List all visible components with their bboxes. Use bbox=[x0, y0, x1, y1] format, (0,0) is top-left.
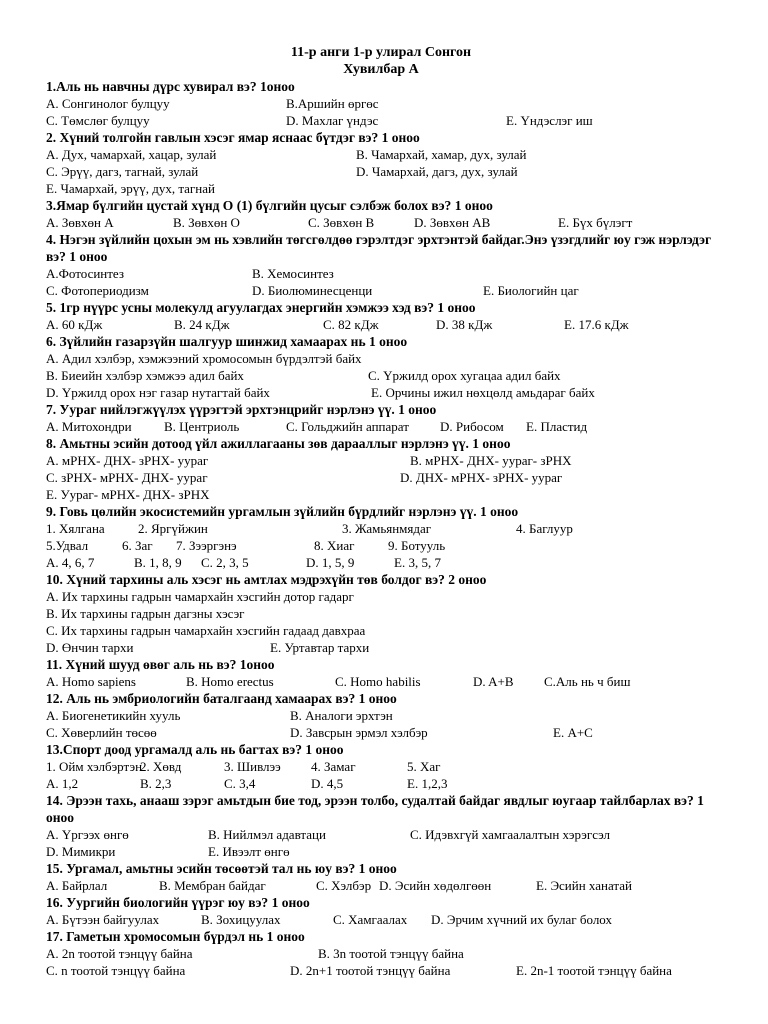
question-points: 1 оноо bbox=[479, 504, 519, 519]
question-text: 8. Амьтны эсийн дотоод үйл ажиллагааны зөв дарааллыг нэрлэнэ үү. bbox=[46, 436, 469, 451]
question-text: 12. Аль нь эмбриологийн баталгаанд хамаарах вэ? bbox=[46, 691, 356, 706]
answer-option: D. 38 кДж bbox=[436, 317, 493, 332]
question-8 bbox=[46, 435, 716, 452]
answer-option: Е. Уураг- мРНХ- ДНХ- зРНХ bbox=[46, 487, 210, 502]
question-points: 1 оноо bbox=[305, 742, 344, 757]
answer-option: Е. 1,2,3 bbox=[407, 776, 448, 791]
answer-option: Е. Эсийн ханатай bbox=[536, 878, 632, 893]
answer-option: 2. Яргүйжин bbox=[138, 521, 208, 536]
answer-option: А. Үргээх өнгө bbox=[46, 827, 129, 842]
answer-option: 5. Хаг bbox=[407, 759, 441, 774]
answer-option: С. 2, 3, 5 bbox=[201, 555, 249, 570]
answer-option: Е. Пластид bbox=[526, 419, 588, 434]
answer-option: С. Фотопериодизм bbox=[46, 283, 149, 298]
answer-row bbox=[46, 639, 716, 656]
question-points: 1 оноо bbox=[398, 402, 437, 417]
answer-option: 1. Хялгана bbox=[46, 521, 105, 536]
answer-row bbox=[46, 384, 716, 401]
answer-option: В. 1, 8, 9 bbox=[134, 555, 182, 570]
answer-row bbox=[46, 469, 716, 486]
document-title: 11-р анги 1-р улирал Сонгон bbox=[290, 45, 472, 60]
answer-option: С. n тоотой тэнцүү байна bbox=[46, 963, 186, 978]
answer-option: 6. Заг bbox=[122, 538, 153, 553]
answer-option: Е. 3, 5, 7 bbox=[394, 555, 441, 570]
answer-option: В. Чамархай, хамар, дух, зулай bbox=[356, 147, 527, 162]
answer-option: 7. Зээргэнэ bbox=[176, 538, 237, 553]
answer-option: В. 24 кДж bbox=[174, 317, 230, 332]
answer-option: D. Үржилд орох нэг газар нутагтай байх bbox=[46, 385, 270, 400]
question-points: 1 оноо bbox=[266, 929, 305, 944]
question-points: 1 оноо bbox=[472, 436, 511, 451]
answer-option: А. 2n тоотой тэнцүү байна bbox=[46, 946, 193, 961]
answer-option: С. Эрүү, дагз, тагнай, зулай bbox=[46, 164, 199, 179]
answer-row bbox=[46, 282, 716, 299]
answer-row bbox=[46, 554, 716, 571]
question-text: 6. Зүйлийн газарзүйн шалгуур шинжид хамаарах нь bbox=[46, 334, 366, 349]
question-1 bbox=[46, 78, 716, 95]
question-7 bbox=[46, 401, 716, 418]
answer-option: С. Зөвхөн В bbox=[308, 215, 375, 230]
question-15 bbox=[46, 860, 716, 877]
answer-option: 8. Хиаг bbox=[314, 538, 355, 553]
answer-option: В. Хемосинтез bbox=[252, 266, 334, 281]
answer-option: D. ДНХ- мРНХ- зРНХ- уураг bbox=[400, 470, 563, 485]
answer-option: D. 1, 5, 9 bbox=[306, 555, 355, 570]
question-6 bbox=[46, 333, 716, 350]
answer-row bbox=[46, 95, 716, 112]
answer-option: Е. Ивээлт өнгө bbox=[208, 844, 290, 859]
answer-row bbox=[46, 758, 716, 775]
answer-option: В. Аналоги эрхтэн bbox=[290, 708, 393, 723]
question-points: 2 оноо bbox=[448, 572, 487, 587]
answer-row bbox=[46, 707, 716, 724]
answer-option: С. Гольджийн аппарат bbox=[286, 419, 409, 434]
answer-row bbox=[46, 265, 716, 282]
question-points: 1оноо bbox=[239, 657, 275, 672]
answer-option: А. Зөвхөн А bbox=[46, 215, 114, 230]
question-text: 14. Эрээн тахь, анааш зэрэг амьтдын бие тод, эрээн толбо, судалтай байдаг явдлыг юугаар тайлбарлах вэ? bbox=[46, 793, 694, 808]
question-16 bbox=[46, 894, 716, 911]
answer-row bbox=[46, 520, 716, 537]
question-9 bbox=[46, 503, 716, 520]
answer-row bbox=[46, 877, 716, 894]
question-text: 4. Нэгэн зүйлийн цохын эм нь хэвлийн төгсгөлдөө гэрэлтдэг эрхтэнтэй байдаг.Энэ үзэгдлийг юу гэж нэрлэдэг вэ? bbox=[46, 232, 712, 264]
question-list bbox=[46, 78, 716, 979]
answer-option: 3. Жамьянмядаг bbox=[342, 521, 432, 536]
answer-option: В. 3n тоотой тэнцүү байна bbox=[318, 946, 464, 961]
answer-option: А. мРНХ- ДНХ- зРНХ- уураг bbox=[46, 453, 209, 468]
question-points: 1 оноо bbox=[46, 793, 704, 825]
answer-option: D. Зөвхөн АВ bbox=[414, 215, 491, 230]
answer-option: Е. Чамархай, эрүү, дух, тагнай bbox=[46, 181, 215, 196]
answer-option: D. Чамархай, дагз, дух, зулай bbox=[356, 164, 518, 179]
answer-row bbox=[46, 622, 716, 639]
answer-option: D. Мимикри bbox=[46, 844, 116, 859]
answer-row bbox=[46, 112, 716, 129]
answer-option: В. Зохицуулах bbox=[201, 912, 281, 927]
answer-row bbox=[46, 418, 716, 435]
answer-row bbox=[46, 367, 716, 384]
answer-row bbox=[46, 537, 716, 554]
answer-option: В. Биеийн хэлбэр хэмжээ адил байх bbox=[46, 368, 244, 383]
answer-option: С. Их тархины гадрын чамархайн хэсгийн гадаад давхраа bbox=[46, 623, 366, 638]
answer-row bbox=[46, 911, 716, 928]
question-text: 15. Ургамал, амьтны эсийн төсөөтэй тал нь юу вэ? bbox=[46, 861, 356, 876]
answer-option: С. 3,4 bbox=[224, 776, 256, 791]
question-text: 17. Гаметын хромосомын бүрдэл нь bbox=[46, 929, 264, 944]
question-text: 10. Хүний тархины аль хэсэг нь амтлах мэдрэхүйн төв болдог вэ? bbox=[46, 572, 445, 587]
question-points: 1 оноо bbox=[358, 691, 397, 706]
question-4 bbox=[46, 231, 716, 265]
answer-option: В. Мембран байдаг bbox=[159, 878, 266, 893]
answer-option: С. зРНХ- мРНХ- ДНХ- уураг bbox=[46, 470, 208, 485]
answer-row bbox=[46, 945, 716, 962]
question-text: 1.Аль нь навчны дүрс хувирал вэ? bbox=[46, 79, 257, 94]
question-text: 7. Уураг нийлэгжүүлэх үүрэгтэй эрхтэнцрийг нэрлэнэ үү. bbox=[46, 402, 395, 417]
question-11 bbox=[46, 656, 716, 673]
answer-option: D. 4,5 bbox=[311, 776, 344, 791]
answer-option: В. Их тархины гадрын дагзны хэсэг bbox=[46, 606, 245, 621]
answer-row bbox=[46, 775, 716, 792]
answer-option: Е. Бүх бүлэгт bbox=[558, 215, 633, 230]
answer-option: С. Хамгаалах bbox=[333, 912, 408, 927]
question-points: 1оноо bbox=[259, 79, 295, 94]
answer-option: 2. Хөвд bbox=[140, 759, 182, 774]
answer-row bbox=[46, 588, 716, 605]
answer-option: А. Homo sapiens bbox=[46, 674, 136, 689]
answer-option: А. 1,2 bbox=[46, 776, 79, 791]
answer-option: Е. Үндэслэг иш bbox=[506, 113, 593, 128]
question-12 bbox=[46, 690, 716, 707]
question-points: 1 оноо bbox=[69, 249, 108, 264]
answer-option: 3. Шивлээ bbox=[224, 759, 281, 774]
answer-option: D. Махлаг үндэс bbox=[286, 113, 379, 128]
answer-option: D. Өнчин тархи bbox=[46, 640, 134, 655]
question-text: 11. Хүний шууд өвөг аль нь вэ? bbox=[46, 657, 237, 672]
answer-option: D. Рибосом bbox=[440, 419, 504, 434]
question-points: 1 оноо bbox=[368, 334, 408, 349]
answer-option: С. Үржилд орох хугацаа адил байх bbox=[368, 368, 561, 383]
question-text: 3.Ямар бүлгийн цустай хүнд О (1) бүлгийн цусыг сэлбэж болох вэ? bbox=[46, 198, 452, 213]
answer-row bbox=[46, 673, 716, 690]
answer-row bbox=[46, 316, 716, 333]
question-points: 1 оноо bbox=[381, 130, 420, 145]
answer-row bbox=[46, 724, 716, 741]
answer-option: D. Завсрын эрмэл хэлбэр bbox=[290, 725, 428, 740]
answer-option: В. мРНХ- ДНХ- уураг- зРНХ bbox=[410, 453, 572, 468]
answer-option: D. Эрчим хүчний их булаг болох bbox=[431, 912, 612, 927]
question-points: 1 оноо bbox=[454, 198, 493, 213]
question-5 bbox=[46, 299, 716, 316]
answer-row bbox=[46, 214, 716, 231]
answer-option: 1. Ойм хэлбэртэн bbox=[46, 759, 143, 774]
question-text: 16. Уургийн биологийн үүрэг юу вэ? bbox=[46, 895, 269, 910]
question-14 bbox=[46, 792, 716, 826]
answer-option: Е. А+С bbox=[553, 725, 593, 740]
answer-row bbox=[46, 962, 716, 979]
answer-option: А. 60 кДж bbox=[46, 317, 103, 332]
question-2 bbox=[46, 129, 716, 146]
question-10 bbox=[46, 571, 716, 588]
answer-option: D. Биолюминесценци bbox=[252, 283, 373, 298]
answer-option: С. Хөверлийн төсөө bbox=[46, 725, 157, 740]
question-points: 1 оноо bbox=[271, 895, 310, 910]
answer-row bbox=[46, 350, 716, 367]
answer-option: D. Эсийн хөдөлгөөн bbox=[379, 878, 492, 893]
answer-option: Е. Орчины ижил нөхцөлд амьдараг байх bbox=[371, 385, 595, 400]
answer-option: А. Их тархины гадрын чамархайн хэсгийн дотор гадарг bbox=[46, 589, 354, 604]
question-text: 2. Хүний толгойн гавлын хэсэг ямар яснаас бүтдэг вэ? bbox=[46, 130, 379, 145]
answer-row bbox=[46, 452, 716, 469]
answer-option: А.Фотосинтез bbox=[46, 266, 124, 281]
answer-option: А. Митохондри bbox=[46, 419, 132, 434]
answer-option: С. Homo habilis bbox=[335, 674, 421, 689]
answer-row bbox=[46, 843, 716, 860]
answer-option: D. A+B bbox=[473, 674, 514, 689]
question-text: 5. 1гр нүүрс усны молекулд агуулагдах энергийн хэмжээ хэд вэ? bbox=[46, 300, 434, 315]
answer-option: В. Центриоль bbox=[164, 419, 240, 434]
answer-option: 4. Замаг bbox=[311, 759, 356, 774]
answer-option: А. Адил хэлбэр, хэмжээний хромосомын бүрдэлтэй байх bbox=[46, 351, 362, 366]
answer-option: 4. Баглуур bbox=[516, 521, 573, 536]
answer-row bbox=[46, 826, 716, 843]
answer-row bbox=[46, 146, 716, 163]
document-variant: Хувилбар А bbox=[343, 62, 419, 77]
answer-option: А. Сонгинолог булцуу bbox=[46, 96, 170, 111]
question-points: 1 оноо bbox=[358, 861, 397, 876]
question-13 bbox=[46, 741, 716, 758]
question-points: 1 оноо bbox=[437, 300, 476, 315]
answer-option: А. Бүтээн байгуулах bbox=[46, 912, 160, 927]
answer-option: С. Хэлбэр bbox=[316, 878, 372, 893]
answer-row bbox=[46, 605, 716, 622]
answer-option: С. Идэвхгүй хамгаалалтын хэрэгсэл bbox=[410, 827, 610, 842]
answer-option: С. 82 кДж bbox=[323, 317, 379, 332]
answer-option: А. 4, 6, 7 bbox=[46, 555, 95, 570]
answer-option: С. Төмслөг булцуу bbox=[46, 113, 150, 128]
answer-option: 5.Удвал bbox=[46, 538, 89, 553]
question-17 bbox=[46, 928, 716, 945]
answer-option: В. 2,3 bbox=[140, 776, 172, 791]
question-3 bbox=[46, 197, 716, 214]
answer-option: Е. Уртавтар тархи bbox=[270, 640, 370, 655]
answer-option: А. Дух, чамархай, хацар, зулай bbox=[46, 147, 217, 162]
answer-option: С.Аль нь ч биш bbox=[544, 674, 631, 689]
question-text: 9. Говь цөлийн экосистемийн ургамлын зүйлийн бүрдлийг нэрлэнэ үү. bbox=[46, 504, 477, 519]
answer-option: В. Homo erectus bbox=[186, 674, 274, 689]
answer-option: А. Биогенетикийн хууль bbox=[46, 708, 181, 723]
answer-option: Е. 2n-1 тоотой тэнцүү байна bbox=[516, 963, 672, 978]
answer-option: А. Байрлал bbox=[46, 878, 108, 893]
answer-row bbox=[46, 486, 716, 503]
question-text: 13.Спорт доод ургамалд аль нь багтах вэ? bbox=[46, 742, 302, 757]
answer-option: Е. Биологийн цаг bbox=[483, 283, 579, 298]
answer-row bbox=[46, 163, 716, 180]
answer-row bbox=[46, 180, 716, 197]
answer-option: D. 2n+1 тоотой тэнцүү байна bbox=[290, 963, 451, 978]
answer-option: В.Аршийн өргөс bbox=[286, 96, 379, 111]
answer-option: В. Зөвхөн О bbox=[173, 215, 240, 230]
answer-option: 9. Ботууль bbox=[388, 538, 446, 553]
answer-option: Е. 17.6 кДж bbox=[564, 317, 629, 332]
document-page bbox=[46, 44, 716, 979]
answer-option: В. Нийлмэл адавтаци bbox=[208, 827, 326, 842]
